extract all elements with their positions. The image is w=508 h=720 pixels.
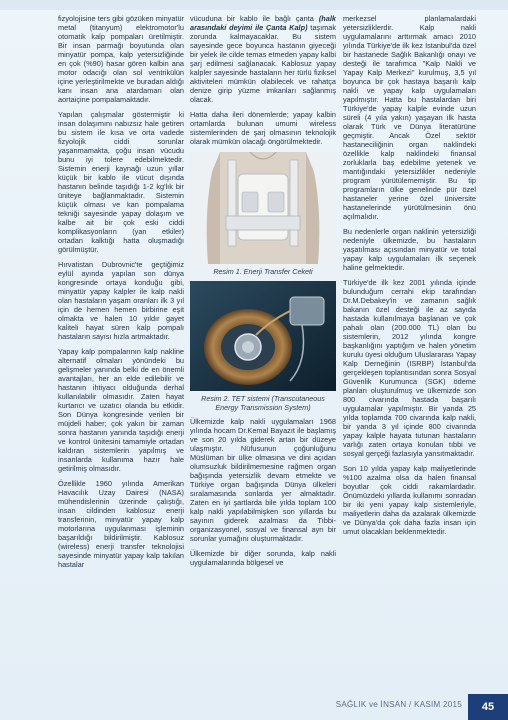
energy-transfer-vest-image: [190, 152, 336, 264]
figure-caption: Resim 2. TET sistemi (Transcutaneous Energy Transmission System): [201, 394, 325, 412]
paragraph: merkezsel planlamalardaki yetersizliklerdir. Kalp nakli uygulamalarını arttırmak amacı 2010 yılında Türkiye'de ilk kez İstanbul'da özel bir hastanede Sağlık Bakanlığı onayı ve desteği ile tarafımca "Kalp Nakli ve Yapay Kalp Merkezi" kurulmuş, 3,5 yıl boyunca bir çok hastaya başarılı kalp nakli ve yapay kalp uygulamaları yapılmıştır. Hatta bu hastalardan biri Türkiye'de yapay kalple evinde uzun süreli (4 yıla yakın) yaşayan ilk hasta olarak Türk ve Dünya literatürüne geçmiştir. Ancak Özel sektör hastaneciliğinin organ naklindeki özellikle kalp naklindeki finansal zorluklarla baş edebilme yetenek ve mantığındaki yetersizlikler nedeniyle program yürütülememiştir. Bu tip programların ülke genelinde pür özel hastaneler yerine özel üniversite hastanelerinde yürütülmesinin önü açılmalıdır.: [343, 14, 476, 221]
emphasis-text: (halk arasındaki deyimi ile Çanta Kalp): [190, 14, 336, 32]
text-column-left: [58, 14, 184, 575]
text-column-right: [343, 14, 476, 542]
paragraph: Hatta daha ileri dönemlerde; yapay kalbin ortamlarda bulunan umumi wireless sistemlerinden de şarj olmasının teknolojik olarak mümkün olacağı öngörülmektedir.: [190, 110, 336, 146]
figure-1: [190, 152, 336, 276]
page-footer: [0, 694, 508, 720]
paragraph: Bu nedenlerle organ naklinin yetersizliği nedeniyle ülkemizde, bu hastaların yaşatılması açısından minyatür ve total yapay kalp uygulamaları ilk seçenek haline gelmektedir.: [343, 227, 476, 272]
figure-2: [190, 281, 336, 412]
paragraph: Ülkemizde kalp nakli uygulamaları 1968 yılında hocam Dr.Kemal Bayazıt ile başlamış ve son 20 yılda giderek artan bir düzeye ulaşmıştır. Nüfusunun çoğunluğunu Müslüman bir ülke olmasına ve dini açıdan olumsuzluk bildirilmemesine rağmen organ bağışında yetersizlik devam etmekte ve Türkiye organ bağışında Dünya ülkeleri sıralamasında sonlarda yer almaktadır. Zaten en iyi şartlarda bile yılda toplam 100 kalp nakli yapılabilmişken son yıllarda bu sayının giderek azalması da Tıbbi-organizasyonel, sosyal ve finansal ayrı bir sorunlar yumağını oluşturmaktadır.: [190, 417, 336, 543]
page-number: 45: [468, 694, 508, 720]
figure-caption: Resim 1. Enerji Transfer Ceketi: [213, 267, 313, 276]
paragraph: Özellikle 1960 yılında Amerikan Havacılık Uzay Dairesi (NASA) mühendislerinin üzerinde çalıştığı, insan cildinden kablosuz enerji transferinin, minyatür yapay kalp motorlarına uygulanması işleminin başarıldığı bildirilmiştir. Kablosuz (wireless) enerji transfer teknolojisi sayesinde minyatür yapay kalp takılan hastalar: [58, 479, 184, 569]
paragraph: [190, 14, 336, 104]
paragraph-text: vücuduna bir kablo ile bağlı çanta: [190, 14, 319, 23]
tet-system-device-image: [190, 281, 336, 391]
paragraph: Yapay kalp pompalarının kalp nakline alternatif olmaları yönündeki bu gelişmeler yanında belki de en önemli avantajları, her an elde edilebilir ve hastanın ihtiyacı olduğunda derhal kullanılabilir olmasıdır. Zaten hayat kurtarıcı ve uzatıcı olanda bu etkidir. Son Dünya kongresinde verilen bir müjdeli haber; çok yakın bir zaman sonra hastanın yanında taşıdığı enerji ve kontrol ünitesini tamamiyle ortadan kaldıran sistemlerin yapılmış ve insanlarda kullanıma hazır hale getirilmiş olmasıdır.: [58, 347, 184, 473]
paragraph: Türkiye'de ilk kez 2001 yılında içinde bulunduğum cerrahi ekip tarafından Dr.M.Debakey'in ve zamanın sağlık bakanın özel desteği ile az sayıda hastada kullanılmaya başlanan ve çok pahalı olan (200.000 TL) olan bu sistemlerin, 2012 yılında kongre başkanlığını yaptığım ve halen yönetim kurulu üyesi olduğum Uluslararası Yapay Kalp Derneğinin (ISRBP) İstanbul'da gerçekleşen toplantısından sonra Sosyal Güvenlik Kurumunca (SGK) ödeme planları oluşturulmuş ve ülkemizde son 800 civarında hastada başarılı uygulamalar yapılmıştır. Bir yanda 25 yılda toplamda 700 civarında kalp nakli, bir yanda 3 yıl içinde 800 civarında yapay kalple hayata tutunan hastaların varlığı zaten ortaya konulan tıbbi ve sosyal gerçeği fazlasıyla yansıtmaktadır.: [343, 278, 476, 458]
text-column-middle: [190, 14, 336, 573]
paragraph: Hırvatistan Dubrovnic'te geçtiğimiz eylül ayında yapılan son dünya kongresinde ortaya konduğu gibi, minyatür yapay kalpler ile kalp nakli olan hastaların yaşam oranları ilk 3 yıl için de hemen hemen birbirine eşit olmakta ve halen 10 yıldır gayet kaliteli hayat süren kalp pompalı hastaların sayısı hızla artmaktadır.: [58, 260, 184, 341]
paragraph: Yapılan çalışmalar göstermiştir ki insan dolaşımını nabızsız hale getiren bu sistem ile kısa ve orta vadede fizyolojik ciddi sorunlar yaşanmamakta, çoğu insan vücudu bunu iyi tolere edebilmektedir. Sistemin enerji kaynağı uzun yıllar küçük bir kablo ile vücut dışında hastanın belinde taşıdığı 1-2 kg'lık bir üniteye bağlanmaktadır. Sistemin küçük olması ve kan pompalama tekniği sayesinde yapay dolaşım ve kalbe ait bir çok eski ciddi komplikasyonların (yan etkiler) ortadan kalktığı hatta oluşmadığı görülmüştür.: [58, 110, 184, 254]
paragraph: fizyolojisine ters gibi gözüken minyatür metal (titanyum) elektromotor'lu otomatik kalp pompaları üretilmiştir. Bir insan parmağı boyutunda olan minyatür pompa, kalp yetersizliğinde en çok (%90) hasar gören kalbin ana motor odacığı olan sol ventrikülün içine yerleştirilmekte ve buradan aldığı kanı insan ana atardamarı olan aortaiçine pompalamaktadır.: [58, 14, 184, 104]
paragraph: Son 10 yılda yapay kalp maliyetlerinde %100 azalma olsa da halen finansal boyutlar çok ciddi rakamlardadır. Önümüzdeki yıllarda kullanımı sonradan bir iki yeni yapay kalp sistemleriyle, maliyetlerin daha da azalarak ülkemizde ve Dünya'da çok daha fazla insan için umut olacakları beklenmektedir.: [343, 464, 476, 536]
paragraph: Ülkemizde bir diğer sorunda, kalp nakli uygulamalarında bölgesel ve: [190, 549, 336, 567]
paragraph-text: taşımak zorunda kalmayacaklar. Bu sistem sayesinde gece boyunca hastanın giyeceği bir yelek ile cilde temas etmeden yapay kalbi şarj edilmesi sağlanacak. Kablosuz yapay kalpler sayesinde hastaların her türlü fiziksel aktiviteleri mümkün olabilecek ve rahatça denize girip yüzme imkanları sağlanmış olacak.: [190, 23, 336, 104]
publication-name: SAĞLIK ve İNSAN / KASIM 2015: [335, 700, 462, 709]
top-band: [0, 0, 508, 10]
